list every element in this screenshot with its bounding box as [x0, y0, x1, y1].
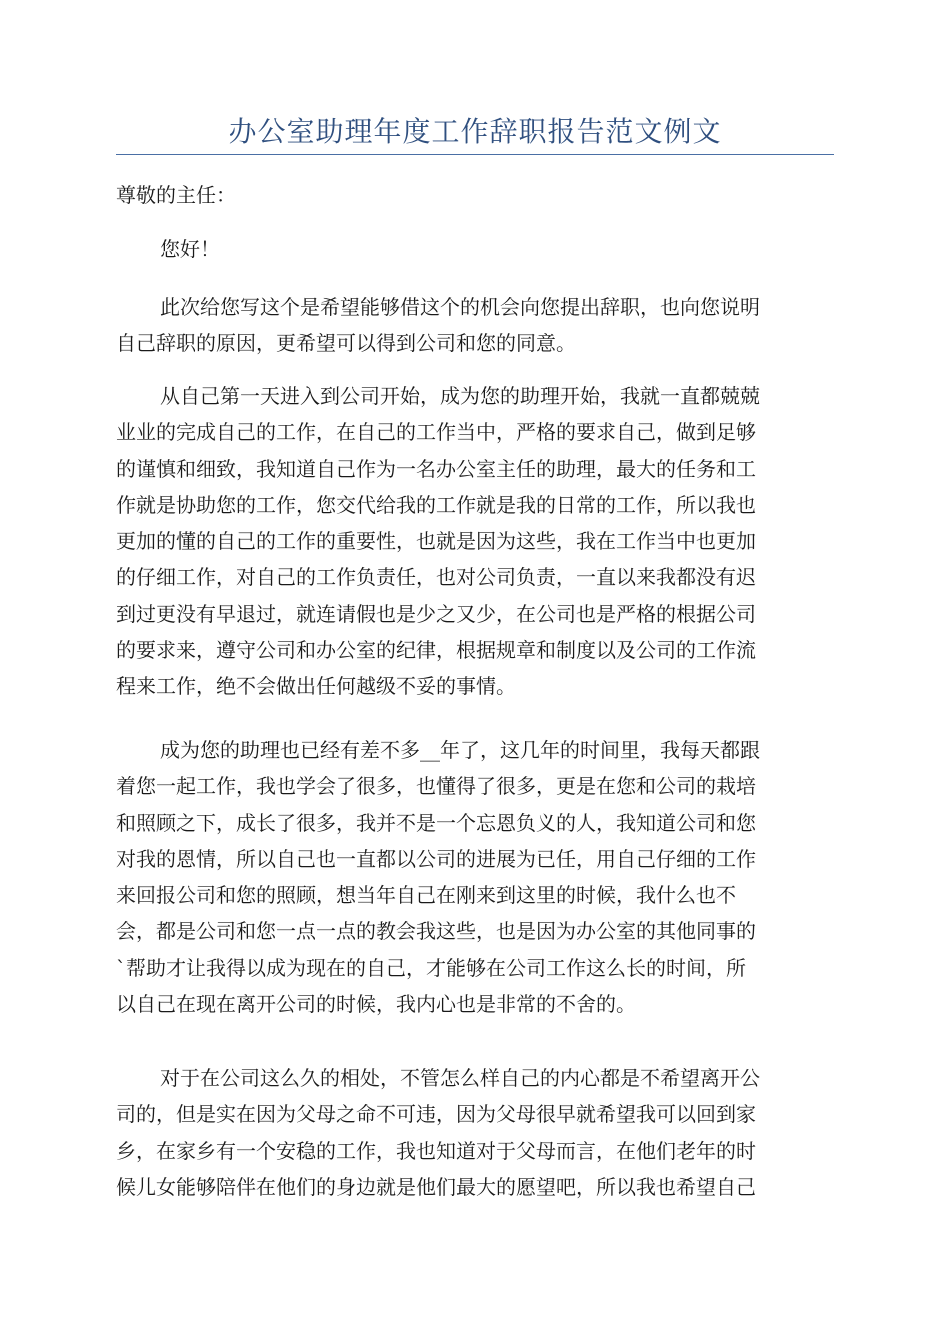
paragraph-line: 来回报公司和您的照顾，想当年自己在刚来到这里的时候，我什么也不 [116, 883, 736, 908]
paragraph-line: 程来工作，绝不会做出任何越级不妥的事情。 [116, 674, 516, 699]
paragraph-4 [116, 1060, 834, 1205]
paragraph-line: 从自己第一天进入到公司开始，成为您的助理开始，我就一直都兢兢 [160, 384, 760, 408]
paragraph-line: 成为您的助理也已经有差不多__年了，这几年的时间里，我每天都跟 [160, 738, 760, 762]
paragraph-1 [116, 289, 834, 362]
paragraph-line: `帮助才让我得以成为现在的自己，才能够在公司工作这么长的时间，所 [116, 955, 746, 980]
paragraph-line: 业业的完成自己的工作，在自己的工作当中，严格的要求自己，做到足够 [116, 420, 756, 445]
title-underline [116, 154, 834, 155]
paragraph-line: 对我的恩情，所以自己也一直都以公司的进展为已任，用自己仔细的工作 [116, 846, 756, 871]
paragraph-line: 自己辞职的原因，更希望可以得到公司和您的同意。 [116, 331, 576, 356]
paragraph-line: 以自己在现在离开公司的时候，我内心也是非常的不舍的。 [116, 992, 636, 1017]
paragraph-line: 候儿女能够陪伴在他们的身边就是他们最大的愿望吧，所以我也希望自己 [116, 1174, 756, 1199]
paragraph-2 [116, 378, 834, 705]
paragraph-line: 的谨慎和细致，我知道自己作为一名办公室主任的助理，最大的任务和工 [116, 456, 756, 481]
paragraph-line: 的仔细工作，对自己的工作负责任，也对公司负责，一直以来我都没有迟 [116, 565, 756, 590]
paragraph-line: 的要求来，遵守公司和办公室的纪律，根据规章和制度以及公司的工作流 [116, 638, 756, 663]
paragraph-line: 到过更没有早退过，就连请假也是少之又少，在公司也是严格的根据公司 [116, 601, 756, 626]
paragraph-line: 会，都是公司和您一点一点的教会我这些，也是因为办公室的其他同事的 [116, 919, 756, 944]
paragraph-line: 作就是协助您的工作，您交代给我的工作就是我的日常的工作，所以我也 [116, 492, 756, 517]
greeting-line: 尊敬的主任： [116, 183, 236, 207]
paragraph-line: 和照顾之下，成长了很多，我并不是一个忘恩负义的人，我知道公司和您 [116, 810, 756, 835]
paragraph-line: 着您一起工作，我也学会了很多，也懂得了很多，更是在您和公司的栽培 [116, 774, 756, 799]
paragraph-line: 更加的懂的自己的工作的重要性，也就是因为这些，我在工作当中也更加 [116, 529, 756, 554]
paragraph-3 [116, 732, 834, 1022]
paragraph-line: 此次给您写这个是希望能够借这个的机会向您提出辞职，也向您说明 [160, 295, 760, 319]
paragraph-line: 对于在公司这么久的相处，不管怎么样自己的内心都是不希望离开公 [160, 1066, 760, 1090]
salutation-line: 您好！ [160, 237, 220, 261]
document-title: 办公室助理年度工作辞职报告范文例文 [228, 115, 722, 148]
paragraph-line: 乡，在家乡有一个安稳的工作，我也知道对于父母而言，在他们老年的时 [116, 1138, 756, 1163]
paragraph-line: 司的，但是实在因为父母之命不可违，因为父母很早就希望我可以回到家 [116, 1102, 756, 1127]
